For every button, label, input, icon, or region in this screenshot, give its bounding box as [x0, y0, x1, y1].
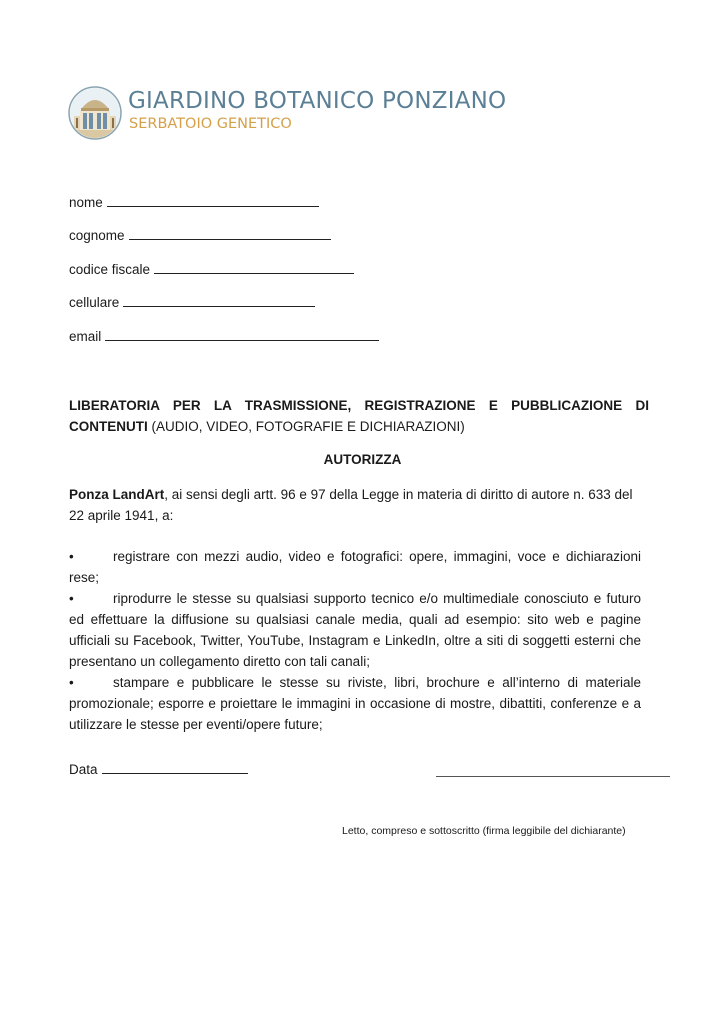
date-field[interactable]	[69, 762, 248, 777]
document-title-rest: (AUDIO, VIDEO, FOTOGRAFIE E DICHIARAZIONI)	[147, 419, 465, 434]
mobile-input-line[interactable]	[123, 295, 315, 307]
botanical-garden-logo-icon	[68, 86, 122, 140]
date-label: Data	[69, 762, 98, 777]
date-input-line[interactable]	[102, 762, 248, 774]
tax-code-label: codice fiscale	[69, 262, 151, 277]
bullet-text: stampare e pubblicare le stesse su riviste, libri, brochure e all’interno di materiale promozionale; esporre e proiettare le immagini in occasione di mostre, dibattiti, conferenze e a utilizzare le stesse per eventi/opere future;	[69, 675, 641, 732]
bullet-text: riprodurre le stesse su qualsiasi supporto tecnico e/o multimediale conosciuto e futuro ed effettuare la diffusione su qualsiasi canale media, quali ad esempio: sito web e pagine ufficiali su Facebook, Twitter, YouTube, Instagram e LinkedIn, oltre a siti di soggetti esterni che presentano un collegamento diretto con tali canali;	[69, 591, 641, 669]
intro-bold: Ponza LandArt	[69, 487, 165, 502]
list-item	[69, 546, 641, 588]
list-item	[69, 672, 641, 735]
tax-code-field[interactable]	[69, 262, 354, 277]
list-item	[69, 588, 641, 672]
document-title	[69, 395, 649, 437]
bullet-symbol: •	[69, 591, 74, 606]
bullet-list	[69, 546, 641, 735]
logo-subtitle: SERBATOIO GENETICO	[129, 116, 292, 132]
document-title-bold: LIBERATORIA PER LA TRASMISSIONE, REGISTRAZIONE E PUBBLICAZIONE DI CONTENUTI	[69, 398, 649, 434]
authorize-heading: AUTORIZZA	[323, 452, 402, 467]
surname-input-line[interactable]	[129, 228, 331, 240]
name-input-line[interactable]	[107, 195, 319, 207]
mobile-field[interactable]	[69, 295, 315, 310]
signature-line[interactable]	[436, 776, 670, 777]
surname-field[interactable]	[69, 228, 331, 243]
logo-title: GIARDINO BOTANICO PONZIANO	[128, 88, 507, 114]
email-input-line[interactable]	[105, 329, 379, 341]
tax-code-input-line[interactable]	[154, 262, 354, 274]
name-label: nome	[69, 195, 103, 210]
intro-paragraph	[69, 484, 649, 526]
logo	[68, 84, 538, 144]
mobile-label: cellulare	[69, 295, 120, 310]
surname-label: cognome	[69, 228, 125, 243]
name-field[interactable]	[69, 195, 319, 210]
bullet-symbol: •	[69, 675, 74, 690]
bullet-text: registrare con mezzi audio, video e fotografici: opere, immagini, voce e dichiarazioni rese;	[69, 549, 641, 585]
email-label: email	[69, 329, 102, 344]
email-field[interactable]	[69, 329, 379, 344]
bullet-symbol: •	[69, 549, 74, 564]
signature-caption: Letto, compreso e sottoscritto (firma leggibile del dichiarante)	[342, 825, 626, 837]
intro-rest: , ai sensi degli artt. 96 e 97 della Legge in materia di diritto di autore n. 633 del 22 aprile 1941, a:	[69, 487, 633, 523]
